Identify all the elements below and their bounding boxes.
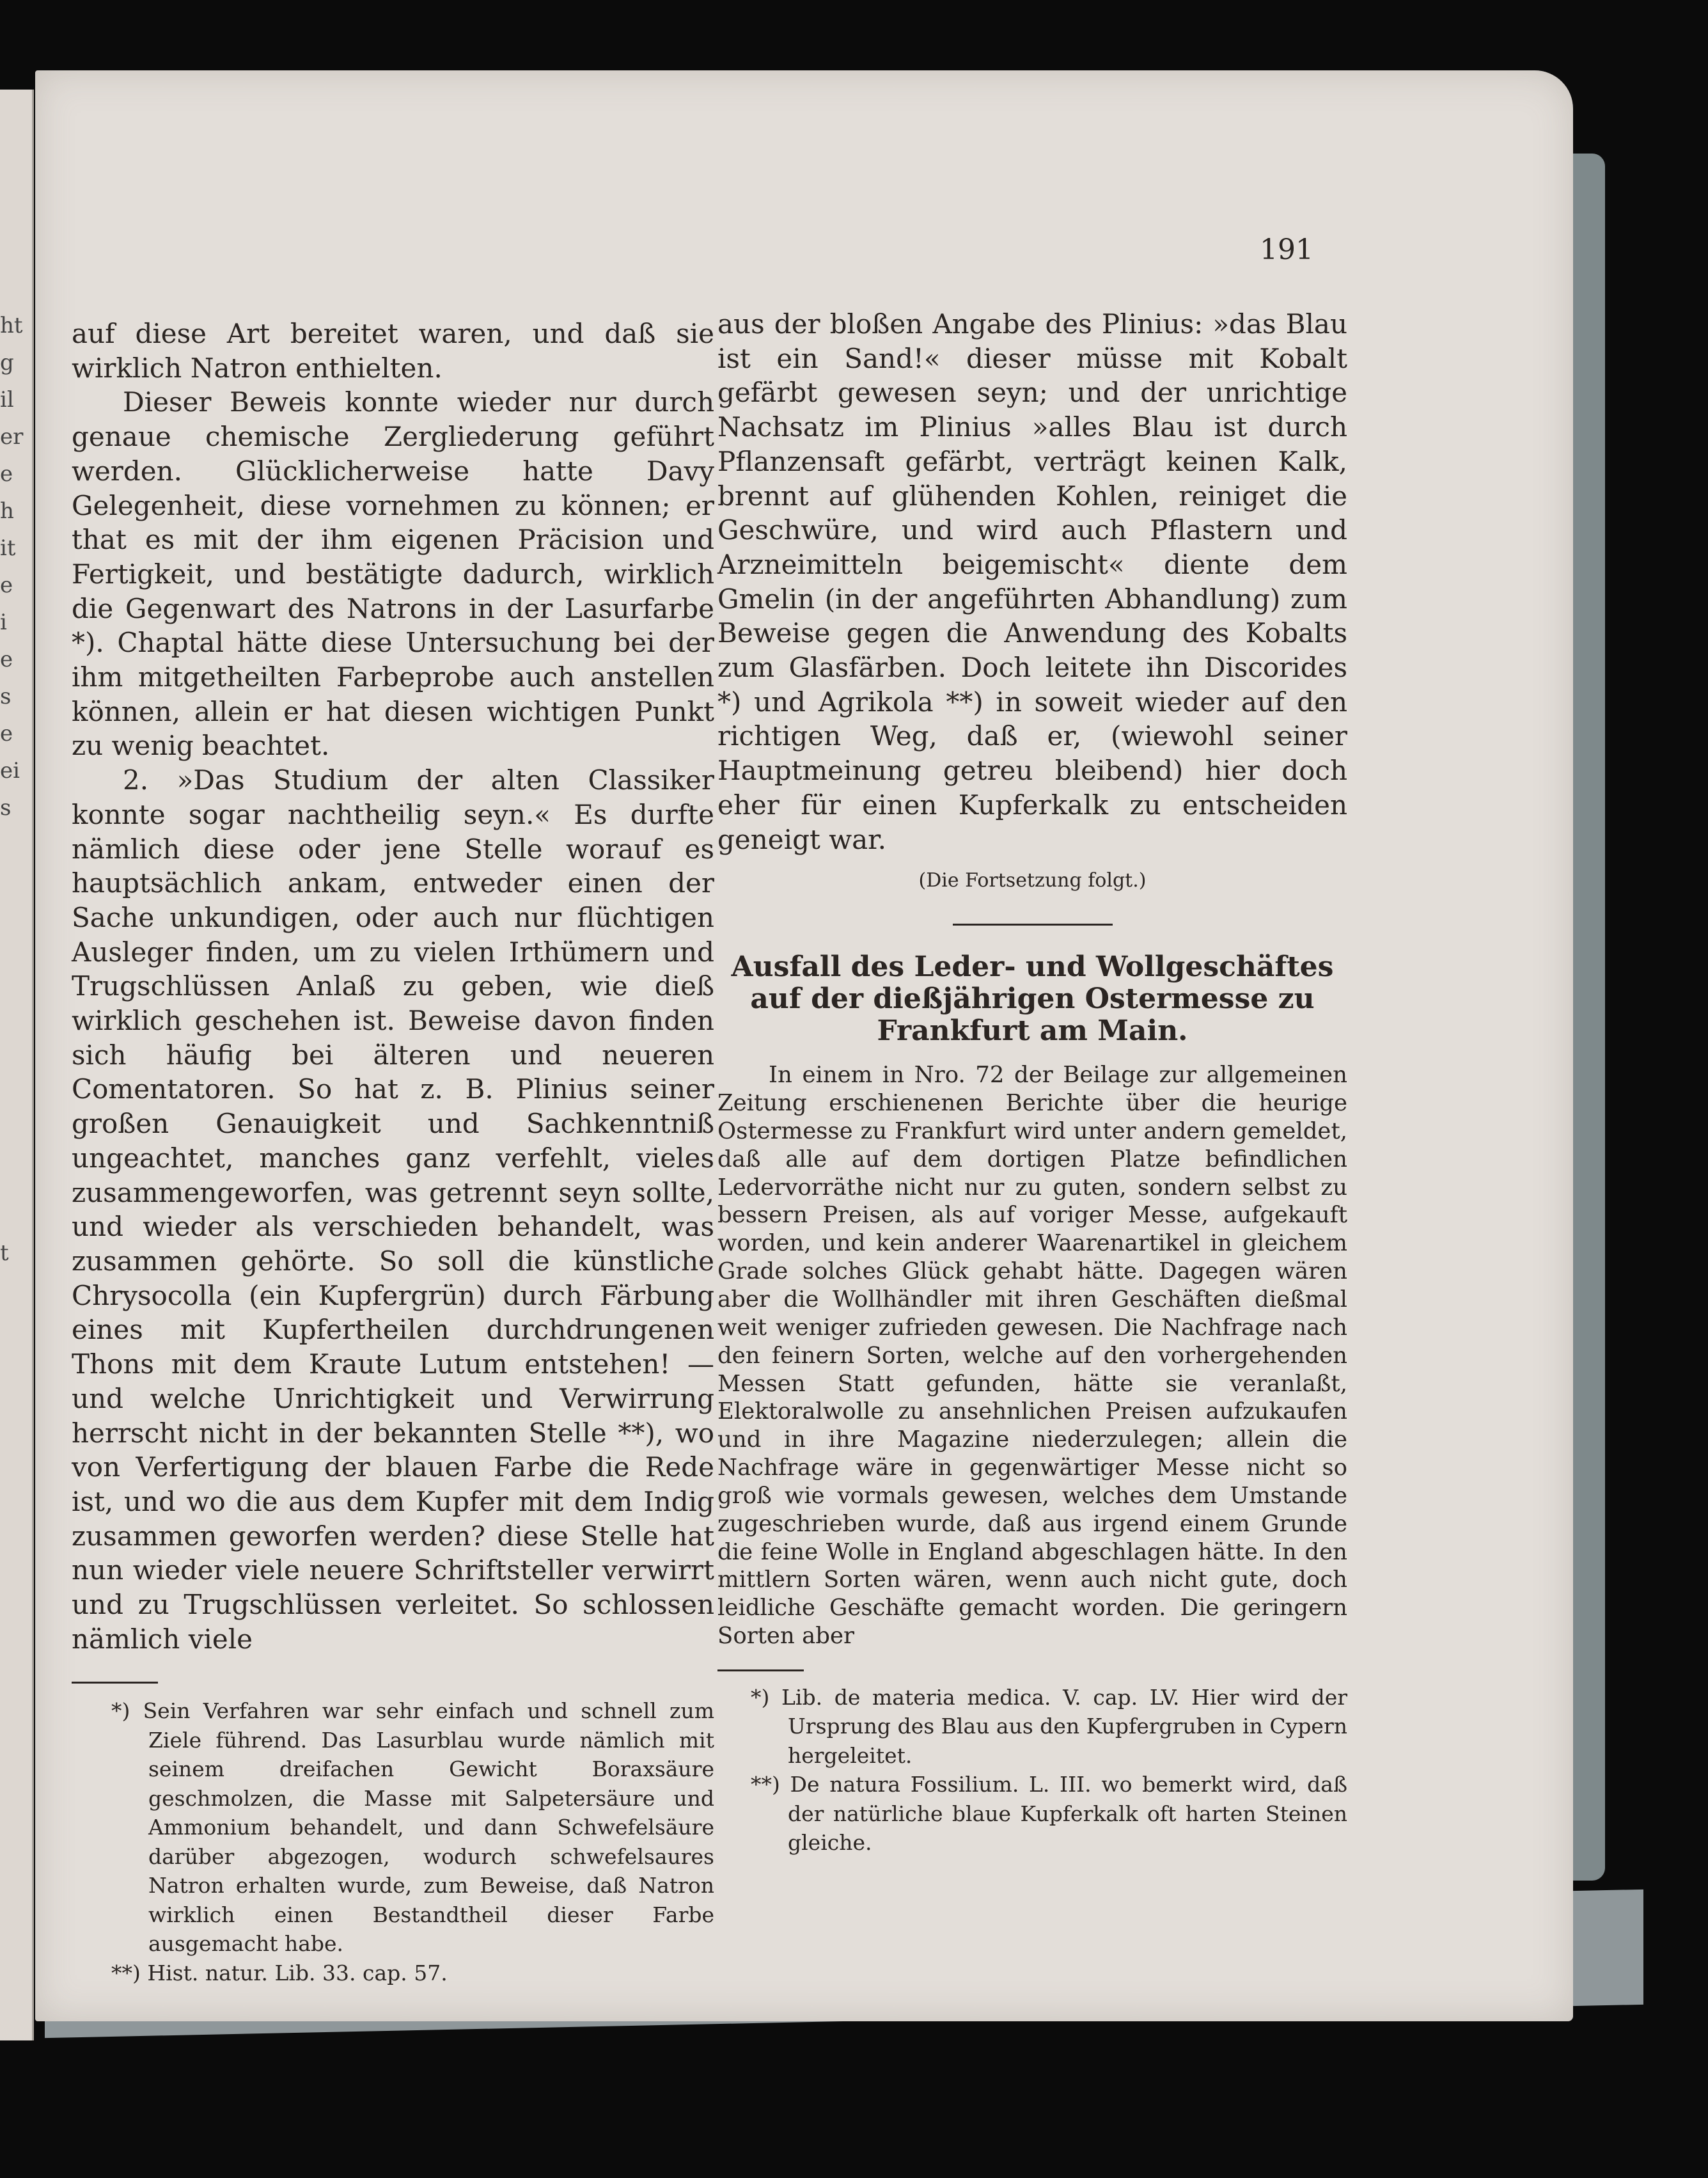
left-paragraph-2: Dieser Beweis konnte wieder nur durch genaue chemische Zergliederung geführt werden. Glücklicherweise hatte Davy Gelegenheit, diese vornehmen zu können; er that es mit der ihm eigenen Präcision und Fertigkeit, und bestätigte dadurch, wirklich die Gegenwart des Natrons in der Lasurfarbe *). Chaptal hätte diese Untersuchung bei der ihm mitgetheilten Farbeprobe auch anstellen können, allein er hat diesen wichtigen Punkt zu wenig beachtet.	[72, 386, 714, 762]
margin-fragment	[0, 1123, 26, 1160]
margin-fragment: s	[0, 684, 12, 709]
margin-fragment: e	[0, 647, 13, 672]
margin-fragment	[0, 864, 26, 901]
left-paragraph-1: auf diese Art bereitet waren, und daß sie wirklich Natron enthielten.	[72, 318, 714, 384]
margin-fragment: er	[0, 424, 24, 450]
margin-fragment: e	[0, 572, 13, 598]
margin-fragment: ei	[0, 758, 20, 784]
margin-fragment	[0, 975, 26, 1012]
margin-fragment: h	[0, 498, 14, 524]
margin-fragment: ht	[0, 313, 23, 338]
margin-fragment	[0, 1012, 26, 1049]
margin-fragment	[0, 1197, 26, 1235]
continued-note: (Die Fortsetzung folgt.)	[918, 869, 1147, 892]
margin-fragment	[0, 938, 26, 975]
margin-fragment: e	[0, 461, 13, 487]
facing-page-fragments	[0, 307, 26, 1272]
margin-fragment: t	[0, 1240, 9, 1266]
right-footnote-1: *) Lib. de materia medica. V. cap. LV. Hier wird der Ursprung des Blau aus den Kupfergruben in Cypern hergeleitet.	[751, 1684, 1347, 1768]
margin-fragment	[0, 1160, 26, 1197]
left-footnote-1: *) Sein Verfahren war sehr einfach und schnell zum Ziele führend. Das Lasurblau wurde nämlich mit seinem dreifachen Gewicht Boraxsäure geschmolzen, die Masse mit Salpetersäure und Ammonium behandelt, und dann Schwefelsäure darüber abgezogen, wodurch schwefelsaures Natron erhalten wurde, zum Beweise, daß Natron wirklich einen Bestandtheil dieser Farbe ausgemacht habe.	[111, 1698, 714, 1957]
margin-fragment: it	[0, 535, 16, 561]
margin-fragment	[0, 1049, 26, 1086]
left-paragraph-3: 2. »Das Studium der alten Classiker konnte sogar nachtheilig seyn.« Es durfte nämlich diese oder jene Stelle worauf es hauptsächlich ankam, entweder einen der Sache unkundigen, oder auch nur flüchtigen Ausleger finden, um zu vielen Irthümern und Trugschlüssen Anlaß zu geben, wie dieß wirklich geschehen ist. Beweise davon finden sich häufig bei älteren und neueren Comentatoren. So hat z. B. Plinius seiner großen Genauigkeit und Sachkenntniß ungeachtet, manches ganz verfehlt, vieles zusammengeworfen, was getrennt seyn sollte, und wieder als verschieden behandelt, was zusammen gehörte. So soll die künstliche Chrysocolla (ein Kupfergrün) durch Färbung eines mit Kupfertheilen durchdrungenen Thons mit dem Kraute Lutum entstehen! — und welche Unrichtigkeit und Verwirrung herrscht nicht in der bekannten Stelle **), wo von Verfertigung der blauen Farbe die Rede ist, und wo die aus dem Kupfer mit dem Indig zusammen geworfen werden? diese Stelle hat nun wieder viele neuere Schriftsteller verwirrt und zu Trugschlüssen verleitet. So schlossen nämlich viele	[72, 764, 714, 1655]
margin-fragment	[0, 901, 26, 938]
margin-fragment: il	[0, 387, 14, 413]
right-footnote-2: **) De natura Fossilium. L. III. wo bemerkt wird, daß der natürliche blaue Kupferkalk oft harten Steinen gleiche.	[751, 1772, 1347, 1856]
margin-fragment: e	[0, 721, 13, 746]
right-paragraph: aus der bloßen Angabe des Plinius: »das Blau ist ein Sand!« dieser müsse mit Kobalt gefärbt gewesen seyn; und der unrichtige Nachsatz im Plinius »alles Blau ist durch Pflanzensaft gefärbt, verträgt keinen Kalk, brennt auf glühenden Kohlen, reiniget die Geschwüre, und wird auch Pflastern und Arzneimitteln beigemischt« diente dem Gmelin (in der angeführten Abhandlung) zum Beweise gegen die Anwendung des Kobalts zum Glasfärben. Doch leitete ihn Discorides *) und Agrikola **) in soweit wieder auf den richtigen Weg, daß er, (wiewohl seiner Hauptmeinung getreu bleibend) hier doch eher für einen Kupferkalk zu entscheiden geneigt war.	[717, 308, 1347, 855]
margin-fragment: s	[0, 795, 12, 821]
page-number: 191	[1260, 233, 1313, 266]
article-body: In einem in Nro. 72 der Beilage zur allgemeinen Zeitung erschienenen Berichte über die heurige Ostermesse zu Frankfurt wird unter andern gemeldet, daß alle auf dem dortigen Platze befindlichen Ledervorräthe nicht nur zu guten, sondern selbst zu bessern Preisen, als auf voriger Messe, aufgekauft worden, und kein anderer Waarenartikel in gleichem Grade solches Glück gehabt hätte. Dagegen wären aber die Wollhändler mit ihren Geschäften dießmal weit weniger zufrieden gewesen. Die Nachfrage nach den feinern Sorten, welche auf den vorhergehenden Messen Statt gefunden, hätte sie veranlaßt, Elektoralwolle zu ansehnlichen Preisen aufzukaufen und in ihre Magazine niederzulegen; allein die Nachfrage wäre in gegenwärtiger Messe nicht so groß wie vormals gewesen, welches dem Umstande zugeschrieben wurde, daß aus irgend einem Grunde die feine Wolle in England abgeschlagen hätte. In den mittlern Sorten wären, wenn auch nicht gute, doch leidliche Geschäfte gemacht worden. Die geringern Sorten aber	[717, 1062, 1347, 1650]
article-heading: Ausfall des Leder- und Wollgeschäftes auf der dießjährigen Ostermesse zu Frankfurt am Main.	[731, 951, 1334, 1048]
margin-fragment: i	[0, 610, 7, 635]
right-column	[717, 307, 1347, 1858]
left-footnote-2: **) Hist. natur. Lib. 33. cap. 57.	[111, 1960, 448, 1985]
margin-fragment	[0, 826, 26, 864]
left-column	[72, 317, 714, 1987]
margin-fragment	[0, 1086, 26, 1123]
margin-fragment: g	[0, 350, 14, 375]
